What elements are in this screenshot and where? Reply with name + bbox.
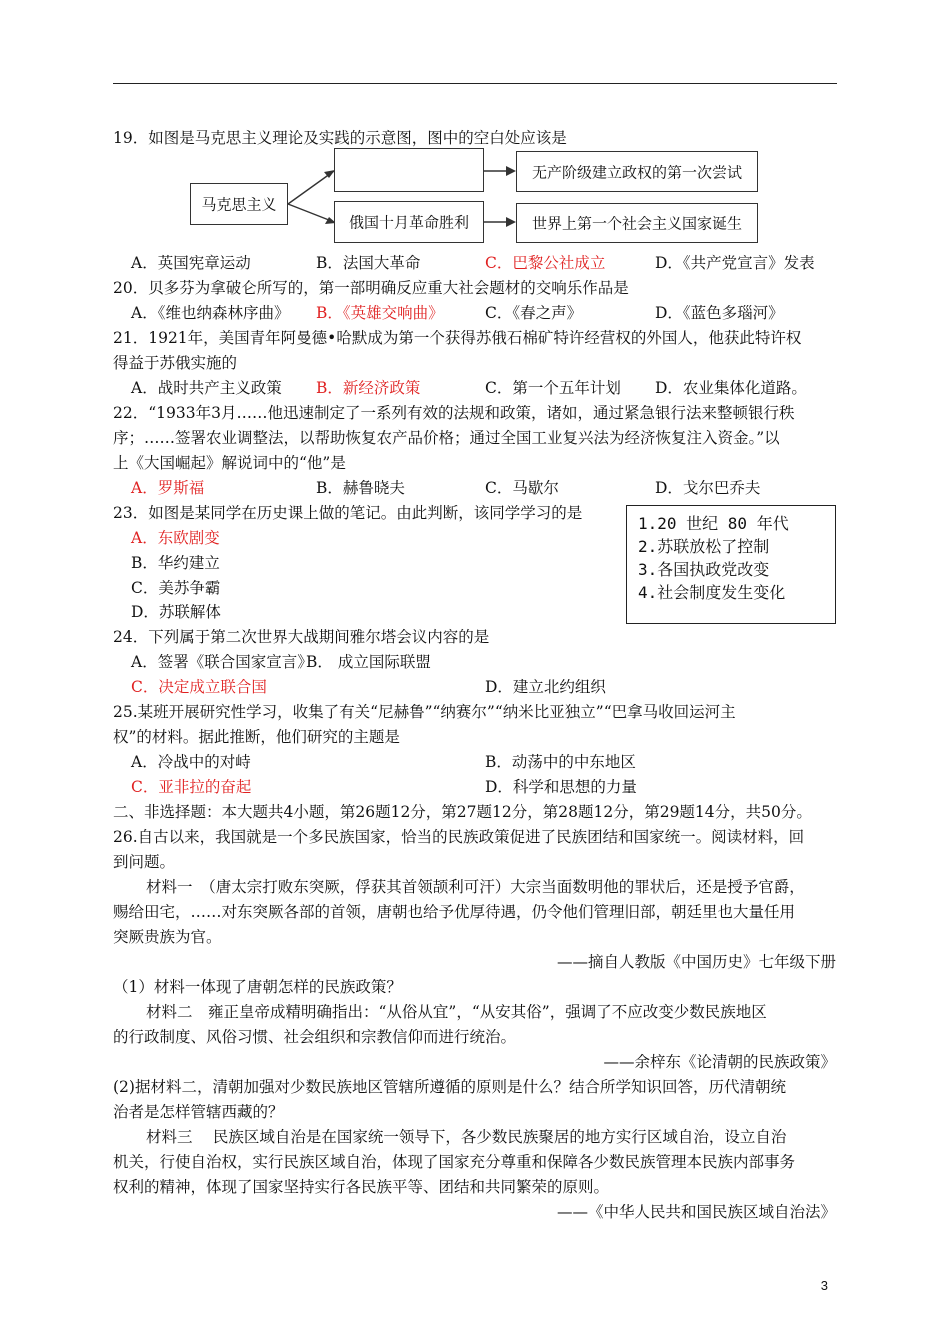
q26-material1-line3: 突厥贵族为官。 xyxy=(113,928,222,946)
q19-branch2-label: 俄国十月革命胜利 xyxy=(348,213,469,232)
q21-option-d: D．农业集体化道路。 xyxy=(655,379,807,397)
q19-stem: 19．如图是马克思主义理论及实践的示意图，图中的空白处应该是 xyxy=(113,129,567,147)
q23-note-line: 2.苏联放松了控制 xyxy=(638,537,770,556)
q22-stem-line1: 22．“1933年3月……他迅速制定了一系列有效的法规和政策，诸如，通过紧急银行法来整顿银行秩 xyxy=(113,404,795,422)
q25-option-a: A．冷战中的对峙 xyxy=(131,753,251,771)
q26-subquestion-2-line2: 治者是怎样管辖西藏的？ xyxy=(113,1103,284,1121)
q26-material1-line2: 赐给田宅，……对东突厥各部的首领，唐朝也给予优厚待遇，仍令他们管理旧部，朝廷里也大量任用 xyxy=(113,903,796,921)
q19-result2-box xyxy=(516,203,758,243)
q26-material3-source: ——《中华人民共和国民族区域自治法》 xyxy=(556,1203,836,1221)
q26-stem-line1: 26.自古以来，我国就是一个多民族国家，恰当的民族政策促进了民族团结和国家统一。阅读材料，回 xyxy=(113,828,805,846)
q21-option-a: A．战时共产主义政策 xyxy=(131,379,282,397)
q26-material2-line2: 的行政制度、风俗习惯、社会组织和宗教信仰而进行统治。 xyxy=(113,1028,517,1046)
q26-material3-line2: 机关，行使自治权，实行民族区域自治，体现了国家充分尊重和保障各少数民族管理本民族内部事务 xyxy=(113,1153,796,1171)
q19-branch2-box xyxy=(334,201,484,243)
q23-stem: 23．如图是某同学在历史课上做的笔记。由此判断，该同学学习的是 xyxy=(113,504,583,522)
q19-root-box xyxy=(190,183,288,225)
q26-subquestion-1: （1）材料一体现了唐朝怎样的民族政策？ xyxy=(113,978,402,996)
q25-stem-line1: 25.某班开展研究性学习，收集了有关“尼赫鲁”“纳赛尔”“纳米比亚独立”“巴拿马收回运河主 xyxy=(113,703,736,721)
q19-result2-label: 世界上第一个社会主义国家诞生 xyxy=(531,214,742,233)
q26-material1-source: ——摘自人教版《中国历史》七年级下册 xyxy=(556,953,836,971)
q26-material3-line3: 权利的精神，体现了国家坚持实行各民族平等、团结和共同繁荣的原则。 xyxy=(113,1178,610,1196)
q26-material3-line1: 材料三 民族区域自治是在国家统一领导下，各少数民族聚居的地方实行区域自治，设立自治 xyxy=(146,1128,787,1146)
q24-stem: 24．下列属于第二次世界大战期间雅尔塔会议内容的是 xyxy=(113,628,490,646)
q23-note-line: 1.20 世纪 80 年代 xyxy=(638,514,789,533)
q22-option-c: C．马歇尔 xyxy=(485,479,559,497)
q26-material2-line1: 材料二 雍正皇帝成精明确指出：“从俗从宜”，“从安其俗”，强调了不应改变少数民族地区 xyxy=(146,1003,767,1021)
q23-note-box xyxy=(626,505,836,624)
q24-option-a: A．签署《联合国家宣言》 xyxy=(131,653,313,671)
q19-result1-box xyxy=(516,151,758,192)
q26-subquestion-2-line1: (2)据材料二，清朝加强对少数民族地区管辖所遵循的原则是什么？结合所学知识回答，历代清朝统 xyxy=(113,1078,786,1096)
q19-option-a: A．英国宪章运动 xyxy=(131,254,251,272)
q26-material1-line1: 材料一 （唐太宗打败东突厥，俘获其首领颉利可汗）大宗当面数明他的罪状后，还是授予官爵， xyxy=(146,878,805,896)
q25-stem-line2: 权”的材料。据此推断，他们研究的主题是 xyxy=(113,728,400,746)
q23-option-a: A．东欧剧变 xyxy=(131,529,220,547)
q22-option-d: D．戈尔巴乔夫 xyxy=(655,479,761,497)
q23-option-d: D．苏联解体 xyxy=(131,603,221,621)
q26-stem-line2: 到问题。 xyxy=(113,853,176,871)
q24-option-c: C．决定成立联合国 xyxy=(131,678,267,696)
q20-option-a: A．《维也纳森林序曲》 xyxy=(131,304,290,322)
q20-option-c: C．《春之声》 xyxy=(485,304,583,322)
q19-blank-box xyxy=(334,148,484,192)
q20-option-d: D．《蓝色多瑙河》 xyxy=(655,304,784,322)
q23-option-b: B．华约建立 xyxy=(131,554,220,572)
q22-option-a: A．罗斯福 xyxy=(131,479,205,497)
q19-root-label: 马克思主义 xyxy=(201,195,277,214)
q21-option-b: B．新经济政策 xyxy=(316,379,421,397)
q25-option-b: B．动荡中的中东地区 xyxy=(485,753,636,771)
q22-stem-line3: 上《大国崛起》解说词中的“他”是 xyxy=(113,454,346,472)
q19-option-c: C．巴黎公社成立 xyxy=(485,254,606,272)
q23-option-c: C．美苏争霸 xyxy=(131,579,221,597)
q21-option-c: C．第一个五年计划 xyxy=(485,379,621,397)
q23-note-line: 3.各国执政党改变 xyxy=(638,560,770,579)
q20-stem: 20．贝多芬为拿破仑所写的，第一部明确反应重大社会题材的交响乐作品是 xyxy=(113,279,629,297)
q26-material2-source: ——余梓东《论清朝的民族政策》 xyxy=(603,1053,836,1071)
q19-option-b: B．法国大革命 xyxy=(316,254,421,272)
q25-option-d: D．科学和思想的力量 xyxy=(485,778,637,796)
q19-result1-label: 无产阶级建立政权的第一次尝试 xyxy=(531,163,742,181)
q22-stem-line2: 序；……签署农业调整法，以帮助恢复农产品价格；通过全国工业复兴法为经济恢复注入资金。”以 xyxy=(113,429,780,447)
q23-note-line: 4.社会制度发生变化 xyxy=(638,583,786,602)
q21-stem-line2: 得益于苏俄实施的 xyxy=(113,354,238,372)
q21-stem-line1: 21．1921年，美国青年阿曼德•哈默成为第一个获得苏俄石棉矿特许经营权的外国人，他获此特许权 xyxy=(113,329,802,347)
page-number: 3 xyxy=(820,1278,828,1293)
q22-option-b: B．赫鲁晓夫 xyxy=(316,479,405,497)
q25-option-c: C．亚非拉的奋起 xyxy=(131,778,252,796)
q20-option-b: B．《英雄交响曲》 xyxy=(316,304,444,322)
q24-option-b: B． 成立国际联盟 xyxy=(306,653,431,671)
section2-heading: 二、非选择题：本大题共4小题，第26题12分，第27题12分，第28题12分，第29题14分，共50分。 xyxy=(113,803,812,821)
q24-option-d: D．建立北约组织 xyxy=(485,678,606,696)
q19-option-d: D．《共产党宣言》发表 xyxy=(655,254,815,272)
